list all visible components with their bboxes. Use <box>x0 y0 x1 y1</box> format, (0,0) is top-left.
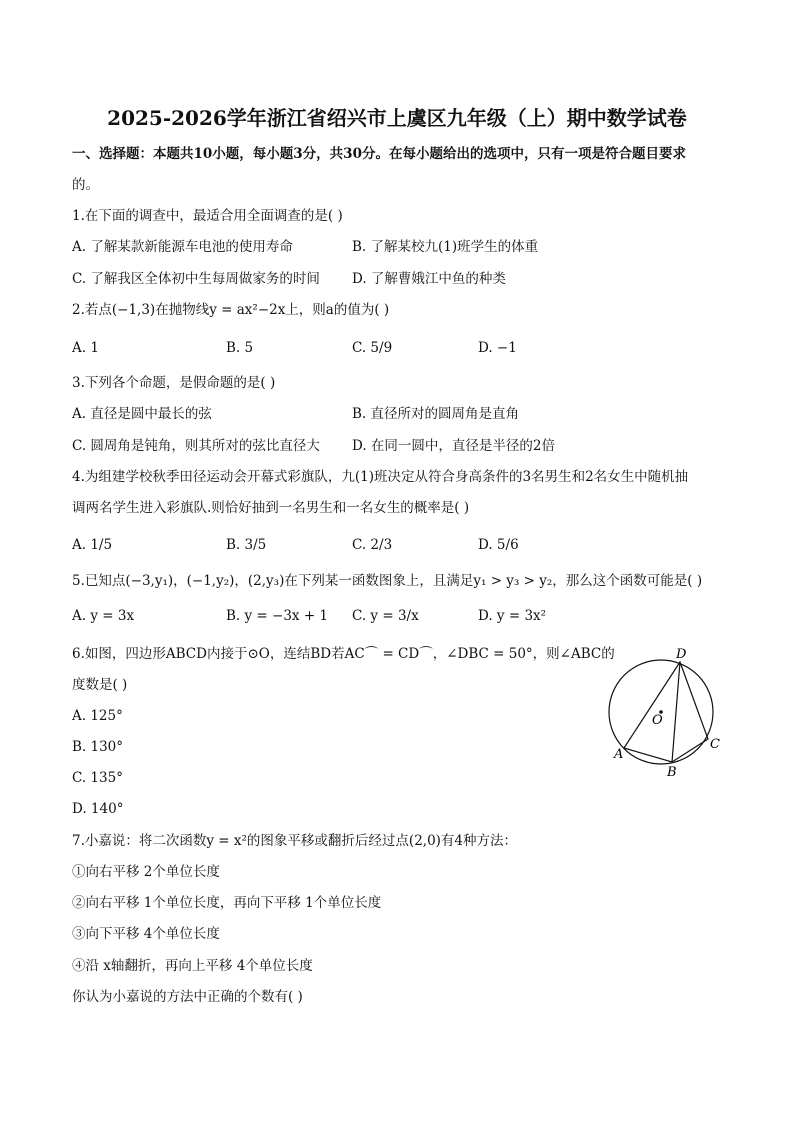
q2-option-b: B. 5 <box>226 340 254 356</box>
q6-option-b: B. 130° <box>72 739 124 755</box>
q4-option-b: B. 3/5 <box>226 537 267 553</box>
q5-option-b: B. y = −3x + 1 <box>226 608 329 624</box>
q2-option-a: A. 1 <box>72 340 99 356</box>
q6-stem-line2: 度数是( ) <box>72 677 128 693</box>
q4-option-c: C. 2/3 <box>352 537 393 553</box>
q7-method-4: ④沿 x轴翻折，再向上平移 4个单位长度 <box>72 958 313 974</box>
q2-option-c: C. 5/9 <box>352 340 393 356</box>
q5-option-a: A. y = 3x <box>72 608 135 624</box>
q1-option-b: B. 了解某校九(1)班学生的体重 <box>352 239 539 255</box>
q3-stem: 3.下列各个命题，是假命题的是( ) <box>72 375 276 391</box>
q1-option-d: D. 了解曹娥江中鱼的种类 <box>352 271 506 287</box>
q3-option-b: B. 直径所对的圆周角是直角 <box>352 406 520 422</box>
q5-stem: 5.已知点(−3,y₁)，(−1,y₂)，(2,y₃)在下列某一函数图象上，且满足y₁ > y₃ > y₂，那么这个函数可能是( ) <box>72 573 703 589</box>
q1-option-a: A. 了解某款新能源车电池的使用寿命 <box>72 239 293 255</box>
q7-method-1: ①向右平移 2个单位长度 <box>72 864 220 880</box>
section-header-line1: 一、选择题：本题共10小题，每小题3分，共30分。在每小题给出的选项中，只有一项是符合题目要求 <box>72 146 686 162</box>
q7-stem: 7.小嘉说：将二次函数y = x²的图象平移或翻折后经过点(2,0)有4种方法： <box>72 833 518 849</box>
label-c: C <box>710 737 720 752</box>
q2-option-d: D. −1 <box>478 340 517 356</box>
q7-method-2: ②向右平移 1个单位长度，再向下平移 1个单位长度 <box>72 895 382 911</box>
q4-option-a: A. 1/5 <box>72 537 113 553</box>
section-header-line2: 的。 <box>72 177 99 193</box>
q3-option-a: A. 直径是圆中最长的弦 <box>72 406 212 422</box>
q1-option-c: C. 了解我区全体初中生每周做家务的时间 <box>72 271 320 287</box>
q2-stem: 2.若点(−1,3)在抛物线y = ax²−2x上，则a的值为( ) <box>72 302 390 318</box>
label-b: B <box>667 765 677 780</box>
q7-method-3: ③向下平移 4个单位长度 <box>72 926 220 942</box>
q6-option-a: A. 125° <box>72 708 123 724</box>
q4-option-d: D. 5/6 <box>478 537 519 553</box>
q1-stem: 1.在下面的调查中，最适合用全面调查的是( ) <box>72 208 343 224</box>
label-a: A <box>614 747 624 762</box>
q4-stem-line1: 4.为组建学校秋季田径运动会开幕式彩旗队，九(1)班决定从符合身高条件的3名男生和2名女生中随机抽 <box>72 469 689 485</box>
q7-question: 你认为小嘉说的方法中正确的个数有( ) <box>72 989 303 1005</box>
q5-option-d: D. y = 3x² <box>478 608 547 624</box>
q6-option-d: D. 140° <box>72 801 124 817</box>
q5-option-c: C. y = 3/x <box>352 608 419 624</box>
label-d: D <box>676 647 687 662</box>
q3-option-d: D. 在同一圆中，直径是半径的2倍 <box>352 438 556 454</box>
q6-stem-line1: 6.如图，四边形ABCD内接于⊙O，连结BD若AC⌒ = CD⌒，∠DBC = 50°，则∠ABC的 <box>72 646 615 662</box>
q4-stem-line2: 调两名学生进入彩旗队.则恰好抽到一名男生和一名女生的概率是( ) <box>72 500 470 516</box>
segment-bd <box>672 662 680 762</box>
page-title: 2025-2026学年浙江省绍兴市上虞区九年级（上）期中数学试卷 <box>107 106 687 130</box>
q6-option-c: C. 135° <box>72 770 123 786</box>
circle-quadrilateral-figure <box>606 642 736 782</box>
label-o: O <box>652 713 663 728</box>
q3-option-c: C. 圆周角是钝角，则其所对的弦比直径大 <box>72 438 320 454</box>
quadrilateral-abcd <box>624 662 708 762</box>
